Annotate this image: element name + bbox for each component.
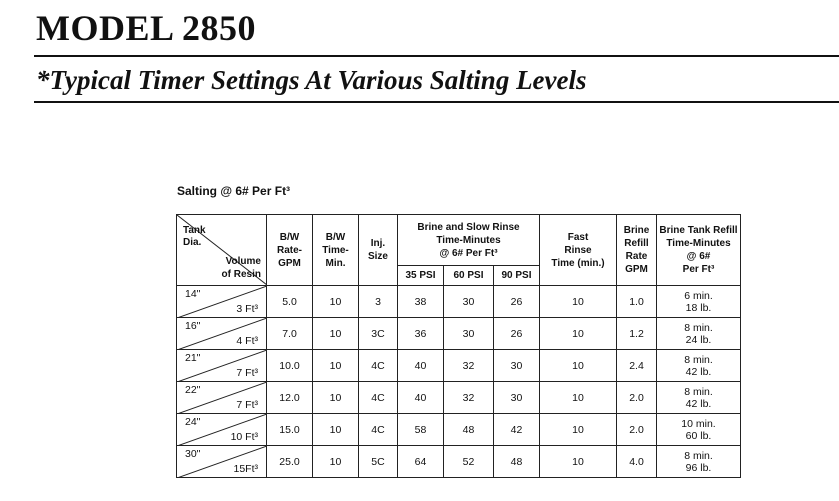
inj-size-cell: 3 [359, 286, 398, 318]
psi-90-cell: 48 [494, 446, 540, 478]
brine-tank-refill-header [657, 215, 741, 286]
table-row [177, 318, 741, 350]
tank-dia-value: 30" [185, 448, 201, 460]
inj-size-cell: 4C [359, 382, 398, 414]
psi-60-cell: 32 [444, 382, 494, 414]
tank-volume-cell [177, 318, 267, 350]
bw-time-cell: 10 [313, 446, 359, 478]
inj-size-cell: 4C [359, 350, 398, 382]
bw-rate-header-line: GPM [278, 257, 301, 269]
brine-slow-rinse-header-line: Time-Minutes [436, 234, 501, 246]
table-caption: Salting @ 6# Per Ft³ [177, 184, 291, 198]
subtitle-divider [34, 101, 839, 103]
psi-90-header: 90 PSI [494, 266, 540, 286]
resin-volume-value: 15Ft³ [233, 463, 258, 475]
refill-salt-value: 18 lb. [685, 301, 712, 314]
inj-size-cell: 4C [359, 414, 398, 446]
tank-volume-cell [177, 446, 267, 478]
fast-rinse-cell: 10 [540, 382, 617, 414]
brine-tank-refill-cell [657, 286, 741, 318]
fast-rinse-header-line: Fast [567, 231, 589, 243]
brine-tank-refill-header-line: Time-Minutes [666, 238, 731, 249]
brine-tank-refill-cell [657, 382, 741, 414]
brine-refill-rate-cell: 2.0 [617, 414, 657, 446]
bw-rate-cell: 7.0 [267, 318, 313, 350]
bw-rate-cell: 10.0 [267, 350, 313, 382]
fast-rinse-cell: 10 [540, 350, 617, 382]
brine-tank-refill-cell [657, 318, 741, 350]
psi-60-cell: 30 [444, 318, 494, 350]
tank-volume-cell [177, 382, 267, 414]
tank-header-line2: Dia. [183, 237, 202, 248]
refill-time-value: 8 min. [684, 449, 713, 462]
volume-header-line1: Volume [225, 256, 261, 267]
brine-slow-rinse-header [398, 215, 540, 266]
fast-rinse-header-line: Rinse [564, 244, 592, 256]
tank-header-line1: Tank [183, 225, 206, 236]
brine-refill-rate-cell: 1.0 [617, 286, 657, 318]
bw-time-cell: 10 [313, 318, 359, 350]
table-row [177, 286, 741, 318]
inj-size-cell: 5C [359, 446, 398, 478]
refill-time-value: 8 min. [684, 321, 713, 334]
brine-refill-rate-header [617, 215, 657, 286]
bw-time-header-line: B/W [325, 231, 346, 243]
table-row [177, 414, 741, 446]
volume-header-line2: of Resin [221, 269, 261, 280]
psi-35-cell: 38 [398, 286, 444, 318]
psi-60-header: 60 PSI [444, 266, 494, 286]
tank-dia-value: 16" [185, 320, 201, 332]
title-divider [34, 55, 839, 57]
tank-volume-cell [177, 350, 267, 382]
resin-volume-value: 7 Ft³ [236, 399, 258, 411]
bw-time-header [313, 215, 359, 286]
psi-90-cell: 26 [494, 286, 540, 318]
brine-tank-refill-cell [657, 414, 741, 446]
refill-time-value: 10 min. [681, 417, 716, 430]
psi-35-header: 35 PSI [398, 266, 444, 286]
psi-35-cell: 58 [398, 414, 444, 446]
bw-time-header-line: Min. [325, 257, 346, 269]
tank-dia-value: 24" [185, 416, 201, 428]
brine-tank-refill-header-line: Per Ft³ [682, 264, 715, 275]
bw-rate-cell: 12.0 [267, 382, 313, 414]
brine-tank-refill-header-line: @ 6# [686, 251, 711, 262]
brine-slow-rinse-header-line: Brine and Slow Rinse [417, 221, 520, 233]
tank-volume-cell [177, 414, 267, 446]
brine-tank-refill-header-line: Brine Tank Refill [659, 225, 738, 236]
psi-90-cell: 26 [494, 318, 540, 350]
refill-salt-value: 42 lb. [685, 397, 712, 410]
bw-rate-cell: 25.0 [267, 446, 313, 478]
inj-size-header [359, 215, 398, 286]
tank-dia-value: 21" [185, 352, 201, 364]
refill-salt-value: 42 lb. [685, 365, 712, 378]
resin-volume-value: 7 Ft³ [236, 367, 258, 379]
resin-volume-value: 4 Ft³ [236, 335, 258, 347]
bw-time-header-line: Time- [322, 244, 349, 256]
fast-rinse-cell: 10 [540, 318, 617, 350]
brine-refill-rate-cell: 2.4 [617, 350, 657, 382]
page-subtitle: *Typical Timer Settings At Various Salting Levels [36, 65, 587, 95]
bw-time-cell: 10 [313, 286, 359, 318]
bw-rate-header-line: B/W [279, 231, 300, 243]
table-row [177, 446, 741, 478]
brine-refill-rate-cell: 2.0 [617, 382, 657, 414]
brine-refill-rate-cell: 1.2 [617, 318, 657, 350]
bw-time-cell: 10 [313, 350, 359, 382]
refill-salt-value: 24 lb. [685, 333, 712, 346]
timer-settings-table [176, 214, 741, 478]
refill-salt-value: 96 lb. [685, 461, 712, 474]
model-title: MODEL 2850 [36, 8, 257, 48]
bw-rate-cell: 5.0 [267, 286, 313, 318]
psi-35-cell: 64 [398, 446, 444, 478]
resin-volume-value: 3 Ft³ [236, 303, 258, 315]
inj-size-header-line: Inj. [370, 238, 386, 249]
inj-size-cell: 3C [359, 318, 398, 350]
table-row [177, 350, 741, 382]
refill-salt-value: 60 lb. [685, 429, 712, 442]
psi-60-cell: 48 [444, 414, 494, 446]
brine-slow-rinse-header-line: @ 6# Per Ft³ [439, 247, 498, 259]
psi-90-cell: 42 [494, 414, 540, 446]
psi-60-cell: 32 [444, 350, 494, 382]
bw-rate-header [267, 215, 313, 286]
fast-rinse-cell: 10 [540, 446, 617, 478]
fast-rinse-header-line: Time (min.) [551, 257, 605, 269]
fast-rinse-cell: 10 [540, 286, 617, 318]
brine-tank-refill-cell [657, 350, 741, 382]
brine-refill-header-line: Refill [624, 238, 649, 249]
refill-time-value: 6 min. [684, 289, 713, 302]
refill-time-value: 8 min. [684, 385, 713, 398]
brine-tank-refill-cell [657, 446, 741, 478]
fast-rinse-cell: 10 [540, 414, 617, 446]
brine-refill-header-line: GPM [625, 264, 648, 275]
psi-60-cell: 30 [444, 286, 494, 318]
tank-dia-value: 22" [185, 384, 201, 396]
resin-volume-value: 10 Ft³ [230, 431, 258, 443]
table-row [177, 382, 741, 414]
bw-time-cell: 10 [313, 414, 359, 446]
brine-refill-rate-cell: 4.0 [617, 446, 657, 478]
brine-refill-header-line: Brine [623, 225, 650, 236]
tank-volume-header [177, 215, 267, 286]
psi-90-cell: 30 [494, 382, 540, 414]
brine-refill-header-line: Rate [625, 251, 648, 262]
refill-time-value: 8 min. [684, 353, 713, 366]
bw-rate-header-line: Rate- [276, 244, 302, 256]
psi-35-cell: 40 [398, 350, 444, 382]
psi-60-cell: 52 [444, 446, 494, 478]
tank-volume-cell [177, 286, 267, 318]
bw-rate-cell: 15.0 [267, 414, 313, 446]
psi-35-cell: 36 [398, 318, 444, 350]
inj-size-header-line: Size [367, 251, 388, 262]
tank-dia-value: 14" [185, 288, 201, 300]
psi-90-cell: 30 [494, 350, 540, 382]
fast-rinse-header [540, 215, 617, 286]
bw-time-cell: 10 [313, 382, 359, 414]
psi-35-cell: 40 [398, 382, 444, 414]
